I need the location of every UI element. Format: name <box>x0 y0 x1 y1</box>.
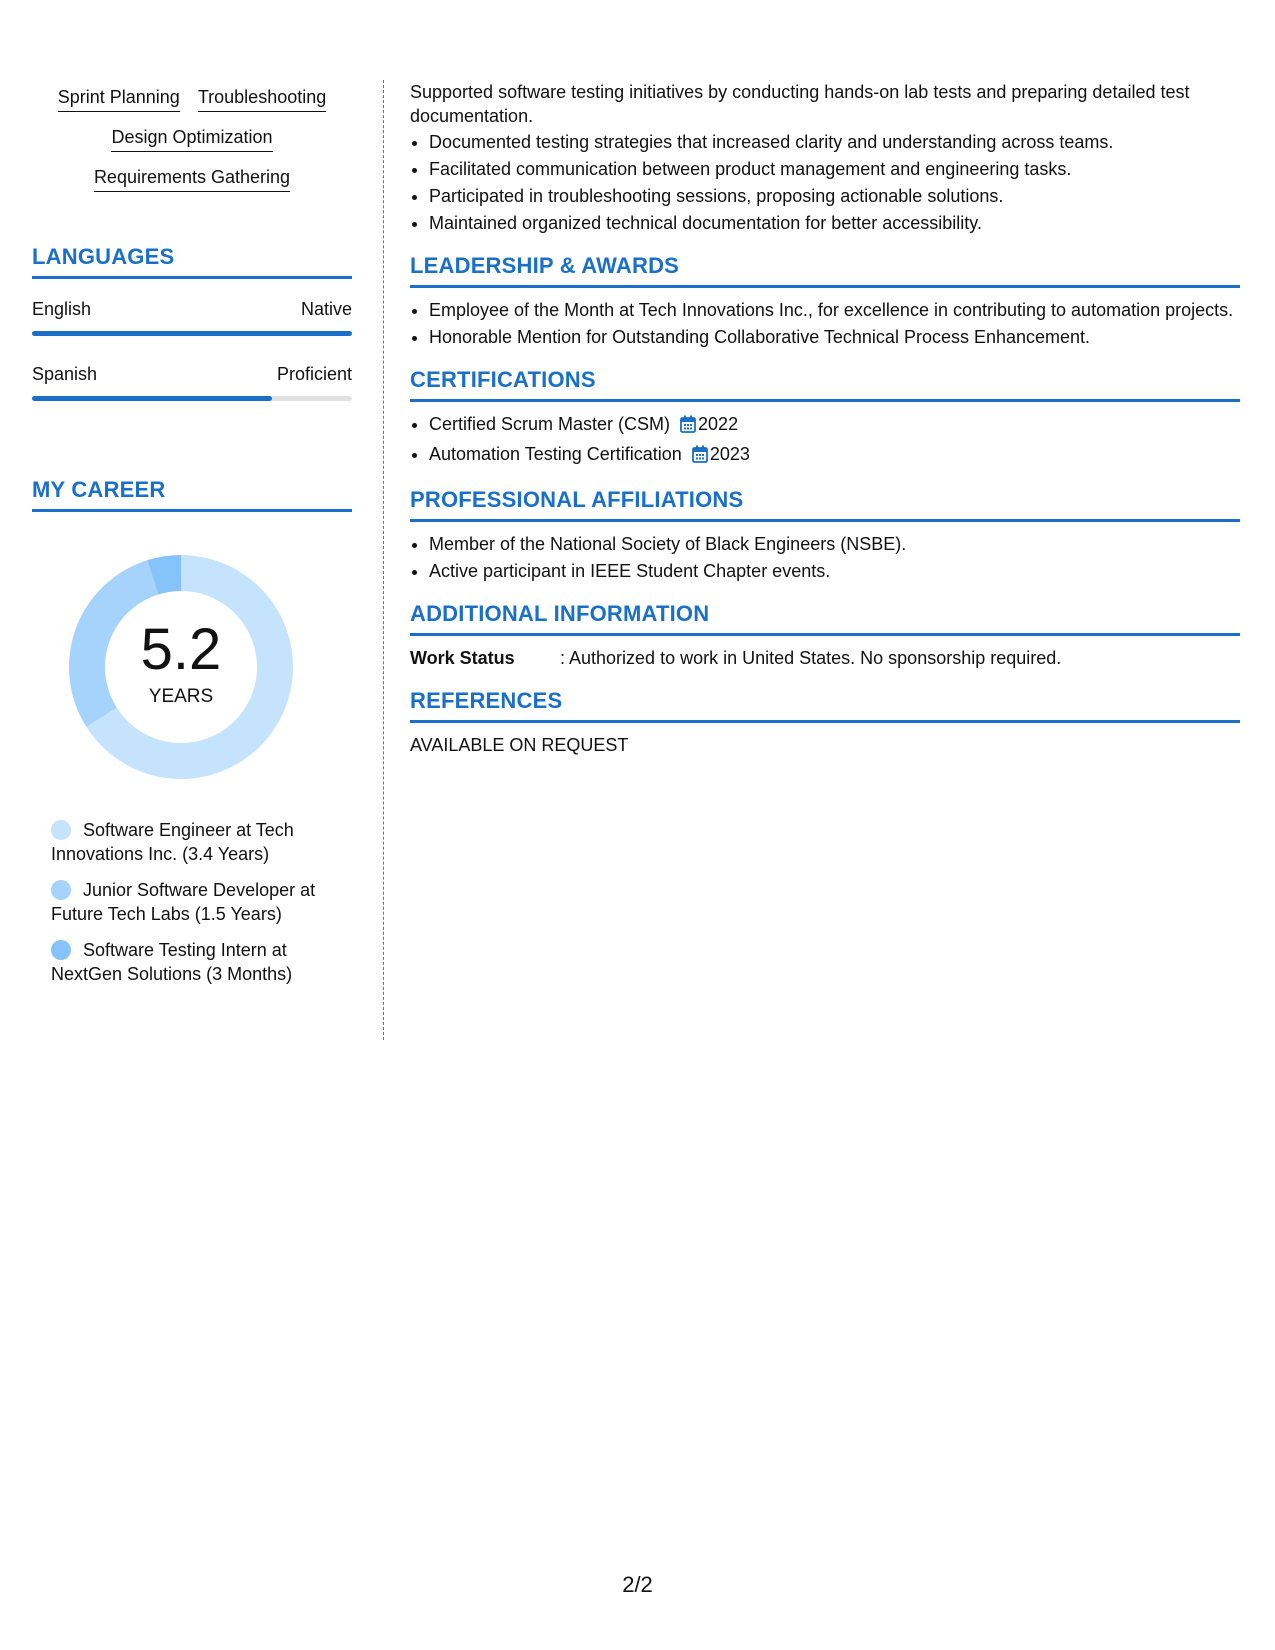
list-item: • Employee of the Month at Tech Innovations Inc., for excellence in contributing to automation projects. <box>429 298 1240 322</box>
career-legend <box>32 818 352 986</box>
career-unit: YEARS <box>148 686 214 707</box>
page-number: 2/2 <box>622 1572 653 1597</box>
legend-label: Software Testing Intern at NextGen Solutions (3 Months) <box>51 940 293 984</box>
legend-label: Software Engineer at Tech Innovations Inc. (3.4 Years) <box>51 820 294 864</box>
experience-bullets <box>410 130 1240 235</box>
legend-item <box>51 818 341 866</box>
legend-label: Junior Software Developer at Future Tech Labs (1.5 Years) <box>51 880 316 924</box>
language-level: Proficient <box>276 364 352 384</box>
languages-heading: LANGUAGES <box>32 244 352 279</box>
certifications-heading: CERTIFICATIONS <box>410 367 1240 402</box>
list-item: • Maintained organized technical documentation for better accessibility. <box>429 211 1240 235</box>
right-column <box>410 80 1240 757</box>
list-item: • Documented testing strategies that increased clarity and understanding across teams. <box>429 130 1240 154</box>
language-level: Native <box>300 299 352 319</box>
legend-dot-icon <box>51 820 71 840</box>
affiliations-heading: PROFESSIONAL AFFILIATIONS <box>410 487 1240 522</box>
leadership-heading: LEADERSHIP & AWARDS <box>410 253 1240 288</box>
work-status-label: Work Status <box>410 648 515 668</box>
language-item <box>32 299 352 336</box>
certification-year: 2023 <box>709 444 750 464</box>
left-column <box>32 80 352 998</box>
affiliations-list <box>410 532 1240 583</box>
legend-dot-icon <box>51 940 71 960</box>
work-status-row <box>410 646 1240 670</box>
column-divider <box>383 80 384 1040</box>
certifications-list <box>410 412 1240 469</box>
list-item: • Member of the National Society of Black Engineers (NSBE). <box>429 532 1240 556</box>
list-item <box>429 412 1240 439</box>
career-heading: MY CAREER <box>32 477 352 512</box>
skill-tag: Sprint Planning <box>58 86 180 112</box>
list-item: • Honorable Mention for Outstanding Collaborative Technical Process Enhancement. <box>429 325 1240 349</box>
list-item: • Active participant in IEEE Student Chapter events. <box>429 559 1240 583</box>
language-item <box>32 364 352 401</box>
references-text: AVAILABLE ON REQUEST <box>410 735 629 755</box>
list-item: • Participated in troubleshooting sessions, proposing actionable solutions. <box>429 184 1240 208</box>
certification-name: Automation Testing Certification <box>429 444 682 464</box>
skill-tag: Requirements Gathering <box>94 166 290 192</box>
skills-list <box>32 80 352 192</box>
career-donut-chart <box>66 552 296 782</box>
language-bar-fill <box>32 396 272 401</box>
language-name: Spanish <box>32 364 98 384</box>
career-total: 5.2 <box>140 617 222 682</box>
language-bar <box>32 331 352 336</box>
language-bar <box>32 396 352 401</box>
skill-tag: Design Optimization <box>111 126 272 152</box>
language-bar-fill <box>32 331 352 336</box>
references-heading: REFERENCES <box>410 688 1240 723</box>
legend-item <box>51 938 341 986</box>
legend-dot-icon <box>51 880 71 900</box>
leadership-list <box>410 298 1240 349</box>
language-name: English <box>32 299 92 319</box>
additional-info-heading: ADDITIONAL INFORMATION <box>410 601 1240 636</box>
certification-name: Certified Scrum Master (CSM) <box>429 414 671 434</box>
list-item: • Facilitated communication between product management and engineering tasks. <box>429 157 1240 181</box>
calendar-icon <box>692 445 708 469</box>
work-status-value: : Authorized to work in United States. No sponsorship required. <box>560 648 1062 668</box>
skill-tag: Troubleshooting <box>198 86 326 112</box>
calendar-icon <box>680 415 696 439</box>
legend-item <box>51 878 341 926</box>
list-item <box>429 442 1240 469</box>
experience-summary: Supported software testing initiatives by conducting hands-on lab tests and preparing detailed test documentation. <box>410 82 1190 126</box>
certification-year: 2022 <box>698 414 739 434</box>
